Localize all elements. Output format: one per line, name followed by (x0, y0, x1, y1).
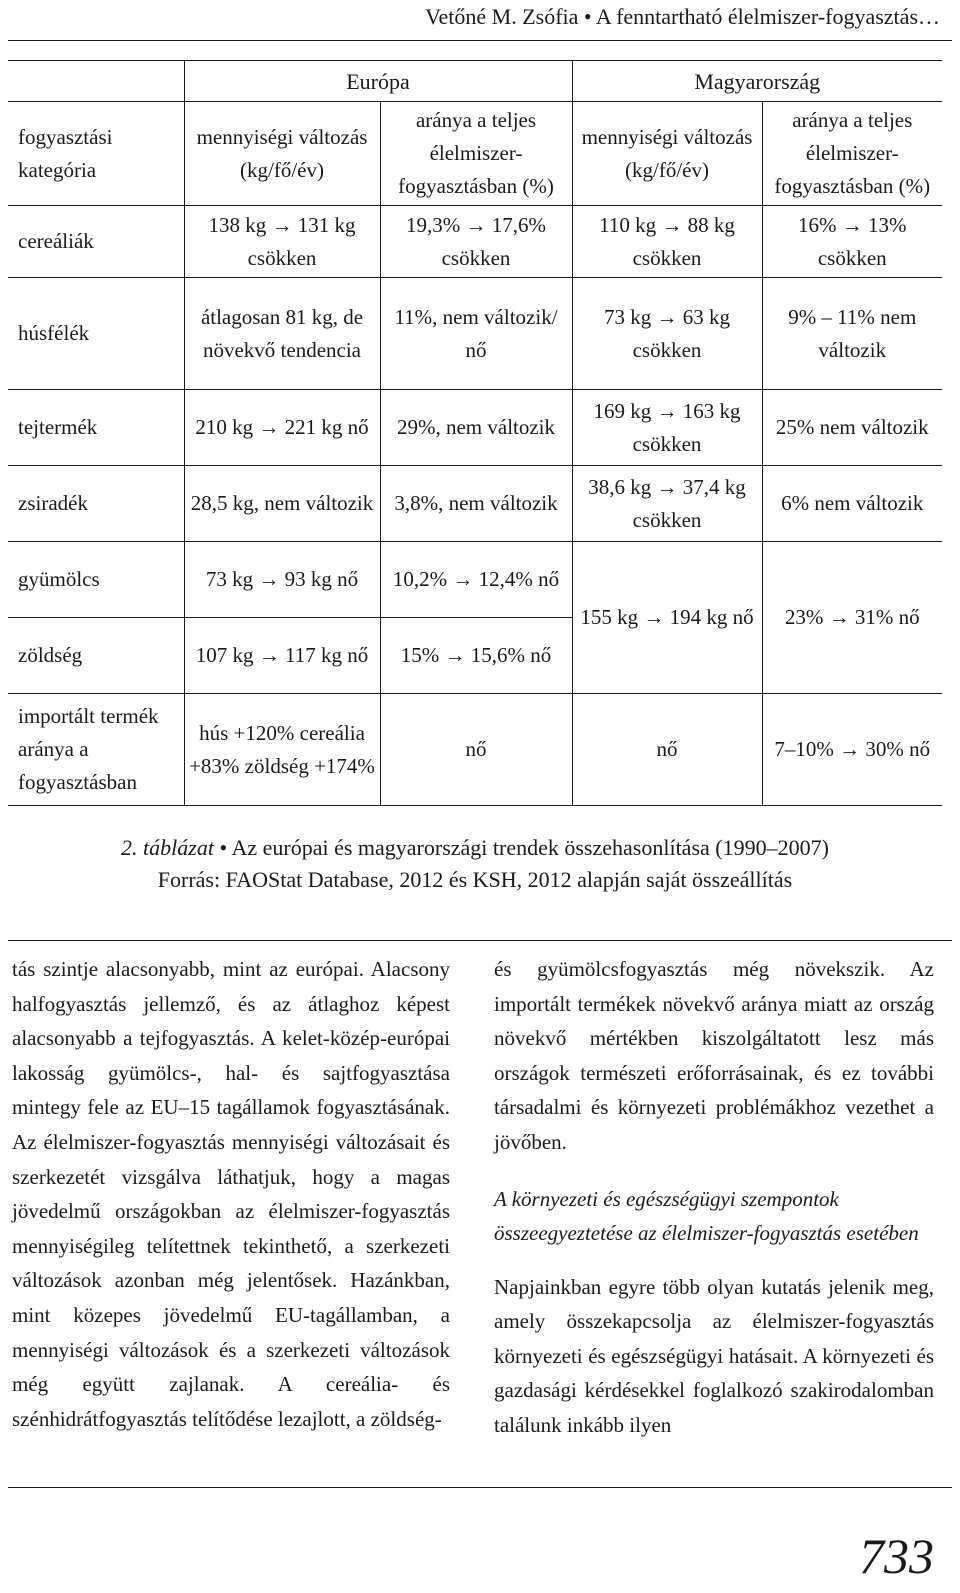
hu-quantity-cell: 38,6 kg → 37,4 kg csökken (572, 466, 762, 542)
table-corner (8, 61, 184, 102)
caption-title-line (8, 832, 942, 864)
hu-share-cell: 25% nem változik (762, 390, 942, 466)
eu-quantity-cell: 138 kg → 131 kg csökken (184, 206, 380, 278)
eu-share-cell: 19,3% → 17,6% csökken (380, 206, 572, 278)
region-hungary-header: Magyarország (572, 61, 942, 102)
eu-quantity-cell: hús +120% cereália +83% zöldség +174% (184, 694, 380, 806)
eu-share-cell: 10,2% → 12,4% nő (380, 542, 572, 618)
table-row (8, 278, 942, 390)
header-eu-share: aránya a teljes élelmiszer-fogyasztásban (%) (380, 102, 572, 206)
row-category: húsfélék (8, 278, 184, 390)
header-rule (8, 40, 952, 41)
running-header: Vetőné M. Zsófia • A fenntartható élelmiszer-fogyasztás… (425, 4, 940, 29)
right-paragraph-1: és gyümölcsfogyasztás még növekszik. Az importált termékek növekvő aránya miatt az ország növekvő mértékben kiszolgáltatott lesz más országok természeti erőforrásainak, és ez további társadalmi és környezeti problémákhoz vezethet a jövőben. (494, 957, 934, 1154)
eu-quantity-cell: átlagosan 81 kg, de növekvő tendencia (184, 278, 380, 390)
hu-quantity-cell: 155 kg → 194 kg nő (572, 542, 762, 694)
table-row (8, 206, 942, 278)
hu-share-cell: 9% – 11% nem változik (762, 278, 942, 390)
hu-share-cell: 7–10% → 30% nő (762, 694, 942, 806)
row-category: zsiradék (8, 466, 184, 542)
header-category: fogyasztási kategória (8, 102, 184, 206)
eu-quantity-cell: 210 kg → 221 kg nő (184, 390, 380, 466)
row-category: cereáliák (8, 206, 184, 278)
header-eu-quantity: mennyiségi változás (kg/fő/év) (184, 102, 380, 206)
footer-rule (8, 1487, 952, 1488)
eu-share-cell: nő (380, 694, 572, 806)
eu-share-cell: 11%, nem változik/ nő (380, 278, 572, 390)
table-row (8, 466, 942, 542)
eu-share-cell: 15% → 15,6% nő (380, 618, 572, 694)
caption-source: Forrás: FAOStat Database, 2012 és KSH, 2012 alapján saját összeállítás (157, 867, 793, 892)
row-category: gyümölcs (8, 542, 184, 618)
left-column (12, 952, 450, 1436)
table-header-row (8, 102, 942, 206)
page-number: 733 (859, 1528, 934, 1584)
hu-share-cell: 6% nem változik (762, 466, 942, 542)
row-category: zöldség (8, 618, 184, 694)
hu-quantity-cell: 73 kg → 63 kg csökken (572, 278, 762, 390)
table-row (8, 542, 942, 618)
hu-share-cell: 23% → 31% nő (762, 542, 942, 694)
row-category: tejtermék (8, 390, 184, 466)
header-hu-quantity: mennyiségi változás (kg/fő/év) (572, 102, 762, 206)
hu-share-cell: 16% → 13% csökken (762, 206, 942, 278)
header-hu-share: aránya a teljes élelmiszer-fogyasztásban (%) (762, 102, 942, 206)
caption-bullet: • (219, 835, 228, 860)
right-column (494, 952, 934, 1443)
comparison-table (8, 60, 942, 806)
eu-quantity-cell: 28,5 kg, nem változik (184, 466, 380, 542)
body-rule (8, 940, 952, 941)
row-category: importált termék aránya a fogyasztásban (8, 694, 184, 806)
eu-quantity-cell: 107 kg → 117 kg nő (184, 618, 380, 694)
table-row (8, 694, 942, 806)
region-europe-header: Európa (184, 61, 572, 102)
eu-share-cell: 3,8%, nem változik (380, 466, 572, 542)
eu-share-cell: 29%, nem változik (380, 390, 572, 466)
section-heading: A környezeti és egészségügyi szempontok összeegyeztetése az élelmiszer-fogyasztás esetében (494, 1186, 919, 1245)
hu-quantity-cell: 110 kg → 88 kg csökken (572, 206, 762, 278)
table-row (8, 390, 942, 466)
right-paragraph-2: Napjainkban egyre több olyan kutatás jelenik meg, amely összekapcsolja az élelmiszer-fogyasztás környezeti és egészségügyi hatásait. A környezeti és gazdasági kérdésekkel foglalkozó szakirodalomban találunk inkább ilyen (494, 1274, 934, 1437)
caption-title: Az európai és magyarországi trendek összehasonlítása (1990–2007) (231, 835, 829, 860)
caption-label: 2. táblázat (121, 835, 214, 860)
left-paragraph: tás szintje alacsonyabb, mint az európai. Alacsony halfogyasztás jellemző, és az átlaghoz képest alacsonyabb a tejfogyasztás. A kelet-közép-európai lakosság gyümölcs-, hal- és sajtfogyasztása mintegy fele az EU–15 tagállamok fogyasztásának. Az élelmiszer-fogyasztás mennyiségi változásait és szerkezetét vizsgálva láthatjuk, hogy a magas jövedelmű országokban az élelmiszer-fogyasztás mennyiségileg telítettnek tekinthető, a szerkezeti változások azonban még jelentősek. Hazánkban, mint közepes jövedelmű EU-tagállamban, a mennyiségi változások és a szerkezeti változások még együtt zajlanak. A cereália- és szénhidrátfogyasztás telítődése lezajlott, a zöldség- (12, 957, 450, 1431)
hu-quantity-cell: 169 kg → 163 kg csökken (572, 390, 762, 466)
eu-quantity-cell: 73 kg → 93 kg nő (184, 542, 380, 618)
table-region-row (8, 61, 942, 102)
table-caption (8, 832, 942, 896)
hu-quantity-cell: nő (572, 694, 762, 806)
